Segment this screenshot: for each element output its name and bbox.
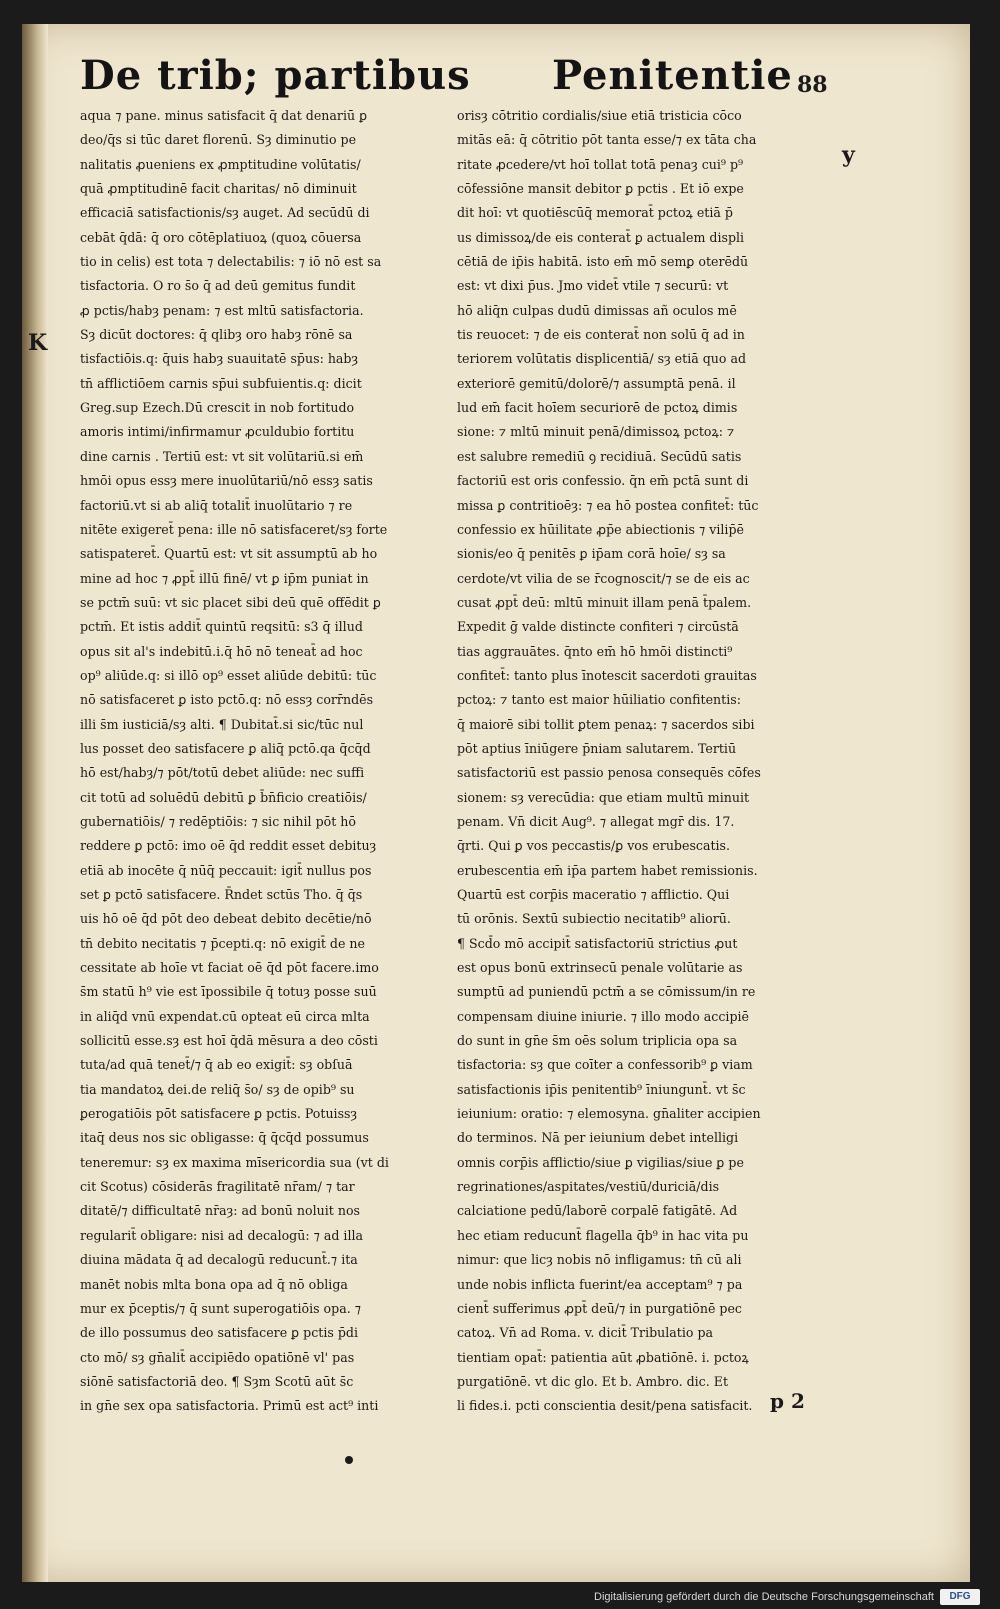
text-line: set ꝑ pctō satisfacere. R̄ndet sctūs Tho. q̄ q̄s (80, 887, 363, 902)
text-line: ꝑerogatiōis pōt satisfacere ꝑ pctis. Potuissȝ (80, 1106, 358, 1122)
text-line: de illo possumus deo satisfacere ꝑ pctis p̄di (80, 1325, 358, 1341)
text-line: siōnē satisfactoriā deo. ¶ Sȝm Scotū aūt s̄c (80, 1373, 354, 1389)
text-column-left (80, 104, 448, 1419)
text-line: Expedit ḡ valde distincte confiteri ⁊ circūstā (457, 619, 739, 635)
text-line: purgatiōnē. vt dic glo. Et b. Ambro. dic. Et (457, 1373, 728, 1389)
text-line: orisȝ cōtritio cordialis/siue etiā tristicia cōco (457, 108, 742, 123)
text-line: nimur: que licȝ nobis nō infligamus: tn̄ cū ali (457, 1252, 742, 1268)
text-line: li fides.i. pcti conscientia desit/pena satisfacit. (457, 1398, 753, 1414)
text-line: ieiunium: oratio: ⁊ elemosyna. gn̄aliter accipien (457, 1106, 761, 1122)
text-line: q̄ maiorē sibi tollit ꝑtem penaꝝ: ⁊ sacerdos sibi (457, 716, 755, 732)
text-line: sollicitū esse.sȝ est hoī q̄dā mēsura a deo cōsti (80, 1033, 378, 1049)
text-line: tū orōnis. Sextū subiectio necitatib⁹ aliorū. (457, 911, 731, 927)
text-line: sionem: sȝ verecūdia: que etiam multū minuit (457, 789, 750, 805)
text-line: hmōi opus essȝ mere inuolūtariū/nō essȝ satis (80, 473, 373, 489)
text-line: uis hō oē q̄d pōt deo debeat debito decētie/nō (80, 911, 372, 927)
text-line: cto mō/ sȝ gn̄alit̄ accipiēdo opatiōnē vl' pas (80, 1349, 355, 1365)
text-line: cient̄ sufferimus ꝓpt̄ deū/⁊ in purgatiōnē pec (457, 1300, 742, 1316)
text-line: cit totū ad soluēdū debitū ꝑ b̄n̄ficio creatiōis/ (80, 789, 367, 805)
text-line: unde nobis inflicta fuerint/ea acceptam⁹ ⁊ pa (457, 1276, 743, 1292)
text-line: pctm̄. Et istis addit̄ quintū reqsitū: s3 q̄ illud (80, 619, 363, 635)
dfg-logo: DFG (940, 1589, 980, 1605)
text-line: ditatē/⁊ difficultatē nr̄aȝ: ad bonū noluit nos (80, 1203, 360, 1219)
text-line: tisfactoria. O ro s̄o q̄ ad deū gemitus fundit (80, 278, 356, 294)
folio-number: 88 (797, 72, 828, 98)
text-line: tn̄ debito necitatis ⁊ p̄cepti.q: nō exigit̄ de ne (80, 935, 366, 951)
text-line: factoriū est oris confessio. q̄n em̄ pctā sunt di (457, 473, 749, 489)
text-line: gubernatiōis/ ⁊ redēptiōis: ⁊ sic nihil pōt hō (80, 813, 356, 829)
text-line: omnis corp̄is afflictio/siue ꝑ vigilias/siue ꝑ pe (457, 1154, 744, 1170)
text-line: us dimissoꝝ/de eis conterat̄ ꝑ actualem displi (457, 229, 745, 245)
text-line: sione: ⁊ mltū minuit penā/dimissoꝝ pctoꝝ: ⁊ (457, 424, 735, 440)
text-line: Greg.sup Ezech.Dū crescit in nob fortitudo (80, 400, 355, 416)
text-line: ritate ꝓcedere/vt hoī tollat totā penaȝ cui⁹ p⁹ (457, 156, 744, 172)
text-line: reddere ꝑ pctō: imo oē q̄d reddit esset debituȝ (80, 838, 377, 854)
footer-credit: Digitalisierung gefördert durch die Deutsche Forschungsgemeinschaft (594, 1591, 934, 1603)
text-line: exteriorē gemitū/dolorē/⁊ assumptā penā. il (457, 375, 736, 391)
text-line: mine ad hoc ⁊ ꝓpt̄ illū finē/ vt ꝑ ip̄m puniat in (80, 570, 369, 586)
text-line: Quartū est corp̄is maceratio ⁊ afflictio. Qui (457, 887, 730, 902)
signature-mark: p 2 (770, 1389, 805, 1413)
text-line: etiā ab inocēte q̄ nūq̄ peccauit: igit̄ nullus pos (80, 862, 372, 878)
text-line: est: vt dixi p̄us. Jmo videt̄ vtile ⁊ securū: vt (457, 278, 729, 294)
text-line: est salubre remediū ꝯ recidiuā. Secūdū satis (457, 448, 742, 464)
text-line: est opus bonū extrinsecū penale volūtarie as (457, 960, 743, 976)
text-line: cebāt q̄dā: q̄ oro cōtēplatiuoꝝ (quoꝝ cōuersa (80, 229, 362, 245)
text-line: itaq̄ deus nos sic obligasse: q̄ q̄cq̄d possumus (80, 1130, 369, 1146)
margin-mark-left: K (28, 330, 48, 356)
text-line: in aliq̄d vnū expendat.cū opteat eū circa mlta (80, 1008, 370, 1024)
text-line: s̄m statū h⁹ vie est īpossibile q̄ totuȝ posse suū (80, 984, 377, 1000)
text-line: mur ex p̄ceptis/⁊ q̄ sunt superogatiōis opa. ⁊ (80, 1300, 361, 1316)
text-line: tn̄ afflictiōem carnis sp̄ui subfuientis.q: dicit (80, 375, 362, 391)
text-line: diuina mādata q̄ ad decalogū reducunt̄.⁊ ita (80, 1252, 358, 1268)
text-line: tias aggrauātes. q̄nto em̄ hō hmōi distincti⁹ (457, 643, 733, 659)
text-line: erubescentia em̄ ip̄a partem habet remissionis. (457, 862, 758, 878)
text-line: sumptū ad puniendū pctm̄ a se cōmissum/in re (457, 984, 756, 1000)
text-line: do sunt in gn̄e s̄m oēs solum triplicia opa sa (457, 1033, 738, 1049)
text-line: tis reuocet: ⁊ de eis conterat̄ non solū q̄ ad in (457, 327, 745, 343)
text-line: satisfactoriū est passio penosa consequēs cōfes (457, 765, 761, 781)
text-line: deo/q̄s si tūc daret florenū. Sȝ diminutio pe (80, 132, 357, 148)
page-gutter (22, 24, 48, 1582)
text-line: sionis/eo q̄ penitēs ꝑ ip̄am corā hoīe/ sȝ sa (457, 546, 726, 562)
text-line: hec etiam reducunt̄ flagella q̄b⁹ in hac vita pu (457, 1227, 749, 1243)
text-line: confitet̄: tanto plus īnotescit sacerdoti grauitas (457, 667, 757, 683)
text-line: opus sit al's indebitū.i.q̄ hō nō teneat̄ ad hoc (80, 643, 363, 659)
text-line: pctoꝝ: ⁊ tanto est maior hūiliatio confitentis: (457, 692, 741, 708)
text-line: pōt aptius īniūgere p̄niam salutarem. Tertiū (457, 740, 737, 756)
text-line: Sȝ dicūt doctores: q̄ qlibȝ oro habȝ rōnē sa (80, 327, 353, 343)
text-line: cessitate ab hoīe vt faciat oē q̄d pōt facere.imo (80, 960, 379, 976)
text-line: missa ꝑ contritioēȝ: ⁊ ea hō postea confitet̄: tūc (457, 497, 759, 513)
text-line: cusat ꝓpt̄ deū: mltū minuit illam penā t̄palem. (457, 594, 752, 610)
ink-dot (345, 1456, 353, 1464)
text-line: compensam diuine iniurie. ⁊ illo modo accipiē (457, 1008, 749, 1024)
text-line: in gn̄e sex opa satisfactoria. Primū est act⁹ inti (80, 1398, 379, 1414)
text-line: tientiam opat̄: patientia aūt ꝓbatiōnē. i. pctoꝝ (457, 1349, 749, 1365)
text-line: teneremur: sȝ ex maxima mīsericordia sua (vt di (80, 1154, 389, 1170)
text-line: cit Scotus) cōsiderās fragilitatē nr̄am/ ⁊ tar (80, 1179, 355, 1195)
text-line: illi s̄m iusticiā/sȝ alti. ¶ Dubitat̄.si sic/tūc nul (80, 716, 364, 732)
text-line: op⁹ aliūde.q: si illō op⁹ esset aliūde debitū: tūc (80, 667, 377, 683)
text-line: ꝓ pctis/habȝ penam: ⁊ est mltū satisfactoria. (80, 302, 364, 318)
text-line: hō est/habȝ/⁊ pōt/totū debet aliūde: nec suffi (80, 765, 365, 781)
text-line: satispateret̄. Quartū est: vt sit assumptū ab ho (80, 546, 378, 562)
text-line: teriorem volūtatis displicentiā/ sȝ etiā quo ad (457, 351, 747, 367)
text-line: confessio ex hūilitate ꝓp̄e abiectionis ⁊ vilip̄ē (457, 521, 744, 537)
text-line: nitēte exigeret̄ pena: ille nō satisfaceret/sȝ forte (80, 521, 388, 537)
text-line: lud em̄ facit hoīem securiorē de pctoꝝ dimis (457, 400, 738, 416)
text-line: amoris intimi/infirmamur ꝓculdubio fortitu (80, 424, 355, 440)
text-line: ¶ Scd̄o mō accipit̄ satisfactoriū strictius ꝓut (457, 935, 738, 951)
text-line: lus posset deo satisfacere ꝑ aliq̄ pctō.qa q̄cq̄d (80, 740, 371, 756)
text-line: cerdote/vt vilia de se r̄cognoscit/⁊ se de eis ac (457, 570, 750, 586)
running-title-right: Penitentie (552, 52, 793, 99)
text-line: catoꝝ. Vn̄ ad Roma. v. dicit̄ Tribulatio pa (457, 1325, 714, 1341)
text-line: manēt nobis mlta bona opa ad q̄ nō obliga (80, 1276, 348, 1292)
text-line: regrinationes/aspitates/vestiū/duriciā/dis (457, 1179, 720, 1195)
text-line: dit hoī: vt quotiēscūq̄ memorat̄ pctoꝝ etiā p̄ (457, 205, 733, 221)
text-line: mitās eā: q̄ cōtritio pōt tanta esse/⁊ ex tāta cha (457, 132, 757, 148)
text-line: tuta/ad quā tenet̄/⁊ q̄ ab eo exigit̄: sȝ obſuā (80, 1057, 353, 1073)
text-line: q̄rti. Qui ꝑ vos peccastis/ꝑ vos erubescatis. (457, 838, 731, 854)
text-line: cōfessiōne mansit debitor ꝑ pctis . Et iō expe (457, 181, 744, 197)
footer-bar (0, 1583, 1000, 1609)
text-line: tia mandatoꝝ dei.de reliq̄ s̄o/ sȝ de opib⁹ su (80, 1081, 355, 1097)
text-line: do terminos. Nā per ieiunium debet intelligi (457, 1130, 739, 1146)
text-line: se pctm̄ suū: vt sic placet sibi deū quē offēdit ꝑ (80, 594, 381, 610)
text-line: factoriū.vt si ab aliq̄ totalit̄ inuolūtario ⁊ re (80, 497, 353, 513)
text-line: tisfactoria: sȝ que coīter a confessorib⁹ ꝑ viam (457, 1057, 753, 1073)
book-page (22, 24, 970, 1582)
text-line: satisfactionis ip̄is penitentib⁹ īniungunt̄. vt s̄c (457, 1081, 746, 1097)
text-line: nalitatis ꝓueniens ex ꝓmptitudine volūtatis/ (80, 156, 361, 172)
text-line: hō aliq̄n culpas dudū dimissas añ oculos mē (457, 302, 737, 318)
text-line: regularit̄ obligare: nisi ad decalogū: ⁊ ad illa (80, 1227, 364, 1243)
text-line: calciatione pedū/laborē corpalē fatigātē. Ad (457, 1203, 738, 1219)
running-title-left: De trib; partibus (80, 52, 471, 99)
margin-mark-right: y (842, 142, 855, 168)
text-line: tio in celis) est tota ⁊ delectabilis: ⁊ iō nō est sa (80, 254, 382, 270)
text-line: aqua ⁊ pane. minus satisfacit q̄ dat denariū ꝑ (80, 108, 368, 123)
text-line: tisfactiōis.q: q̄uis habȝ suauitatē sp̄us: habȝ (80, 351, 359, 367)
text-line: dine carnis . Tertiū est: vt sit volūtariū.si em̄ (80, 448, 364, 464)
text-line: efficaciā satisfactionis/sȝ auget. Ad secūdū di (80, 205, 370, 221)
text-line: cētiā de ip̄is habitā. isto em̄ mō semꝑ oterēdū (457, 254, 749, 270)
text-column-right (457, 104, 825, 1419)
text-line: nō satisfaceret ꝑ isto pctō.q: nō essȝ corr̄ndēs (80, 692, 374, 708)
text-line: penam. Vn̄ dicit Aug⁹. ⁊ allegat mgr̄ dis. 17. (457, 813, 735, 829)
text-line: quā ꝓmptitudinē facit charitas/ nō diminuit (80, 181, 357, 197)
